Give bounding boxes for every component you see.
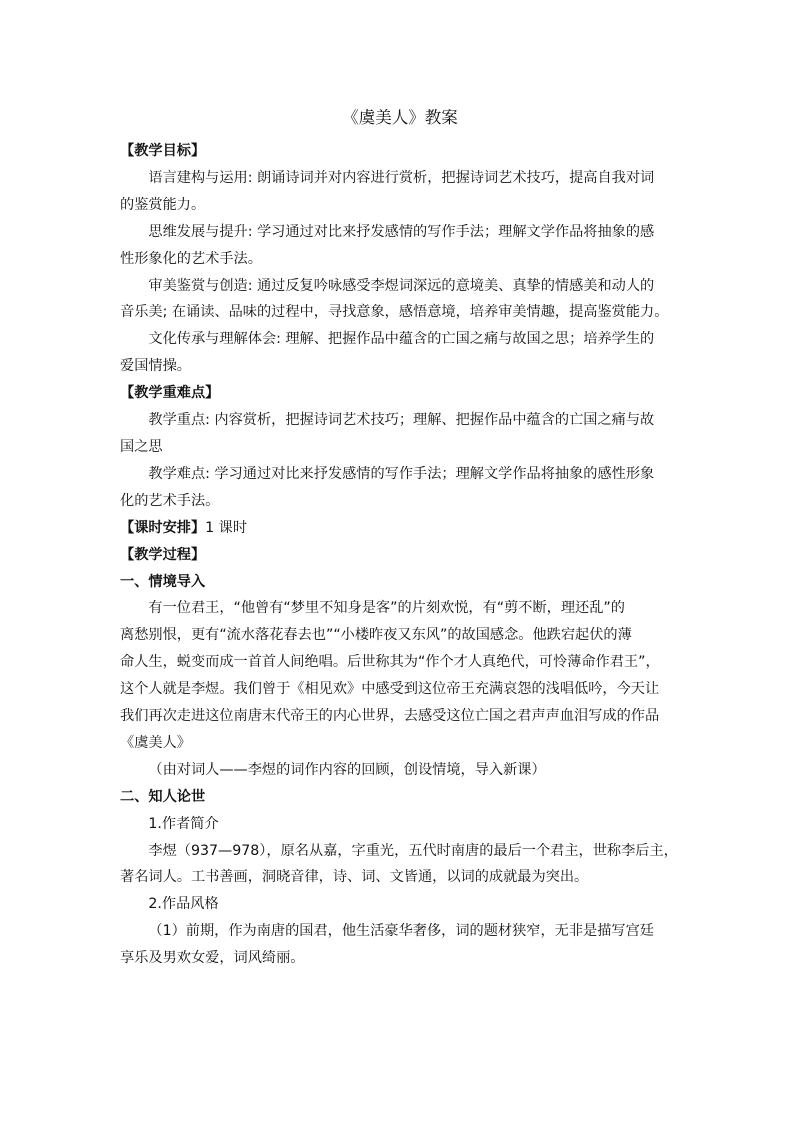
objective-culture: 文化传承与理解体会: 理解、把握作品中蕴含的亡国之痛与故国之思；培养学生的 爱国情操。	[120, 331, 655, 375]
part1-heading: 一、情境导入	[120, 573, 206, 590]
author-heading: 1.作者简介	[148, 815, 219, 832]
author-paragraph: 李煜（937—978），原名从嘉，字重光，五代时南唐的最后一个君主，世称李后主， 著名词人。工书善画，洞晓音律，诗、词、文皆通，以词的成就最为突出。	[120, 842, 678, 886]
schedule-row	[120, 515, 680, 542]
schedule-value: 1 课时	[205, 519, 248, 536]
style-paragraph: （1）前期，作为南唐的国君，他生活豪华奢侈，词的题材狭窄，无非是描写宫廷 享乐及男欢女爱，词风绮丽。	[120, 923, 654, 967]
keypoint-focus: 教学重点: 内容赏析，把握诗词艺术技巧；理解、把握作品中蕴含的亡国之痛与故 国之思	[120, 412, 655, 455]
objective-aesthetic: 审美鉴赏与创造: 通过反复吟咏感受李煜词深远的意境美、真挚的情感美和动人的 音乐美; 在诵读、品味的过程中，寻找意象，感悟意境，培养审美情趣，提高鉴赏能力。	[120, 277, 669, 321]
part2-heading: 二、知人论世	[120, 788, 206, 805]
part1-paragraph: 有一位君王，“他曾有“梦里不知身是客”的片刻欢悦，有“剪不断，理还乱”的 离愁别恨，更有“流水落花春去也”“小楼昨夜又东风”的故国感念。他跌宕起伏的薄 命人生，蜕变而成一首首人间绝唱。后世称其为“作个才人真绝代，可怜薄命作君王”， 这个人就是李煜。我们曾于《相见欢》中感受到这位帝王充满哀怨的浅唱低吟，今天让 我们再次走进这位南唐末代帝王的内心世界，去感受这位亡国之君声声血泪写成的作品 《虞美人》	[120, 600, 660, 751]
objective-language: 语言建构与运用: 朗诵诗词并对内容进行赏析，把握诗词艺术技巧，提高自我对词 的鉴赏能力。	[120, 169, 655, 213]
objectives-heading: 【教学目标】	[120, 143, 206, 159]
style-heading: 2.作品风格	[148, 896, 219, 913]
document-content	[120, 98, 680, 972]
document-title: 《虞美人》教案	[342, 108, 458, 127]
keypoints-heading: 【教学重难点】	[120, 385, 220, 402]
schedule-heading: 【课时安排】	[120, 519, 206, 536]
keypoint-difficulty: 教学难点: 学习通过对比来抒发感情的写作手法；理解文学作品将抽象的感性形象 化的艺术手法。	[120, 465, 655, 509]
part1-note: （由对词人——李煜的词作内容的回顾，创设情境，导入新课）	[148, 761, 546, 778]
objective-thinking: 思维发展与提升: 学习通过对比来抒发感情的写作手法；理解文学作品将抽象的感 性形象化的艺术手法。	[120, 223, 655, 267]
process-heading: 【教学过程】	[120, 546, 206, 563]
